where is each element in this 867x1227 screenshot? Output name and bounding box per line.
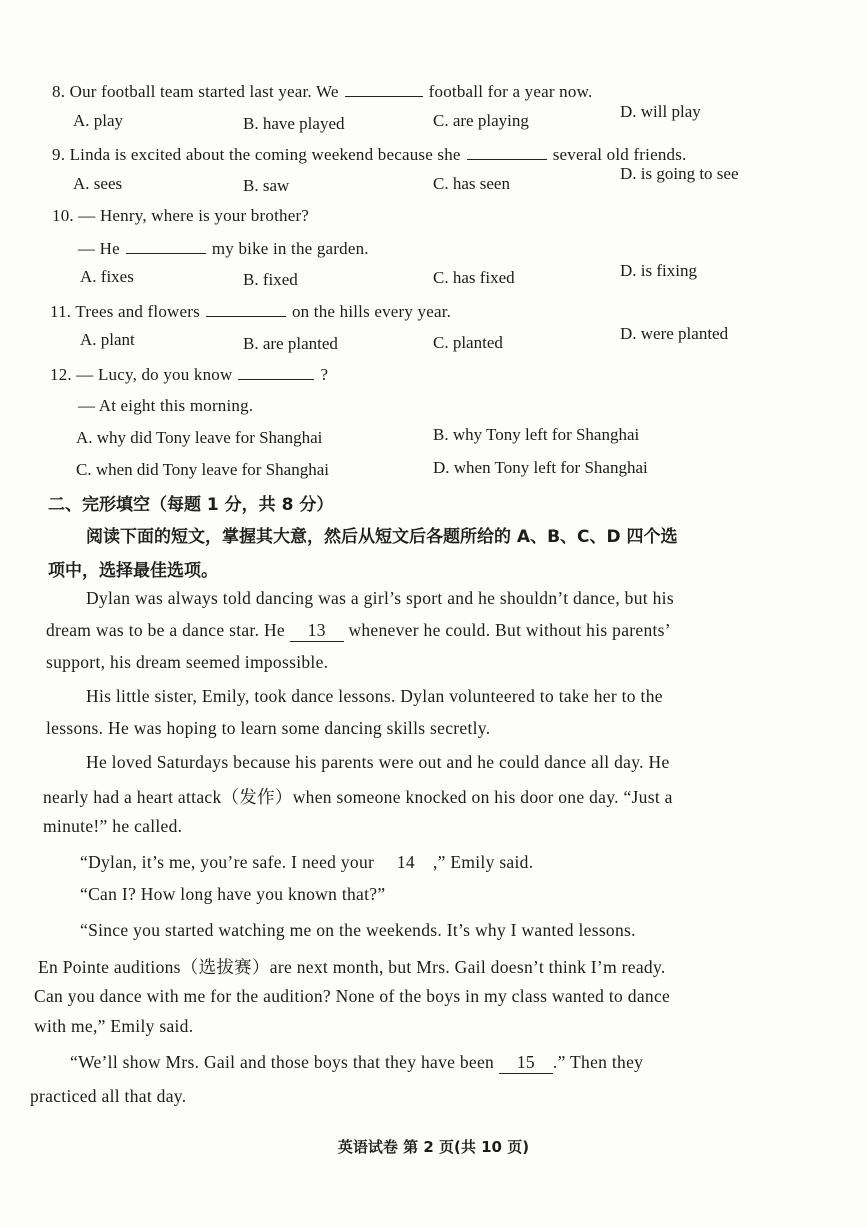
option-c: C. has fixed [433, 268, 515, 287]
question-9 [52, 143, 687, 165]
passage-text: dream was to be a dance star. He [46, 620, 285, 640]
passage-line: He loved Saturdays because his parents were out and he could dance all day. He [86, 752, 670, 772]
option-a: A. sees [73, 174, 123, 193]
passage-line: lessons. He was hoping to learn some dancing skills secretly. [46, 718, 491, 738]
passage-text: “Dylan, it’s me, you’re safe. I need your [80, 852, 375, 872]
question-12-stem-end: ? [320, 365, 329, 384]
option-b: B. have played [243, 114, 345, 133]
answer-blank [467, 143, 547, 160]
option-b: B. are planted [243, 334, 338, 353]
passage-line: nearly had a heart attack（发作）when someone knocked on his door one day. “Just a [43, 787, 673, 807]
question-10-stem-end: my bike in the garden. [211, 239, 369, 258]
option-d: D. were planted [620, 324, 729, 343]
section-instruction-cont: 项中，选择最佳选项。 [48, 561, 218, 581]
option-a: A. fixes [80, 267, 134, 286]
page-footer: 英语试卷 第 2 页(共 10 页) [337, 1138, 530, 1156]
passage-line: with me,” Emily said. [34, 1016, 194, 1036]
option-b: B. fixed [243, 270, 298, 289]
option-a: A. why did Tony leave for Shanghai [76, 428, 323, 447]
passage-text: whenever he could. But without his parents’ [348, 620, 671, 640]
passage-line [46, 620, 671, 642]
option-d: D. when Tony left for Shanghai [433, 458, 648, 477]
passage-line: “Can I? How long have you known that?” [80, 884, 386, 904]
option-d: D. is going to see [620, 164, 739, 183]
cloze-blank-15: 15 [499, 1052, 553, 1074]
question-11-stem: 11. Trees and flowers [50, 302, 200, 321]
option-a: A. plant [80, 330, 135, 349]
passage-line: En Pointe auditions（选拔赛）are next month, but Mrs. Gail doesn’t think I’m ready. [38, 957, 666, 977]
question-9-stem-end: several old friends. [552, 145, 687, 164]
passage-line: Dylan was always told dancing was a girl’s sport and he shouldn’t dance, but his [86, 588, 674, 608]
option-d: D. is fixing [620, 261, 697, 280]
passage-line [80, 852, 533, 873]
question-12-stem: 12. — Lucy, do you know [50, 365, 233, 384]
passage-line: support, his dream seemed impossible. [46, 652, 329, 672]
option-c: C. are playing [433, 111, 529, 130]
passage-line [70, 1052, 643, 1074]
answer-blank [126, 237, 206, 254]
question-8-stem-end: football for a year now. [428, 82, 593, 101]
question-10: 10. — Henry, where is your brother? [52, 206, 310, 225]
option-b: B. why Tony left for Shanghai [433, 425, 640, 444]
question-10-stem: — He [78, 239, 120, 258]
answer-blank [345, 80, 423, 97]
passage-line: His little sister, Emily, took dance lessons. Dylan volunteered to take her to the [86, 686, 663, 706]
question-11-stem-end: on the hills every year. [291, 302, 452, 321]
passage-line: Can you dance with me for the audition? None of the boys in my class wanted to dance [34, 986, 671, 1006]
passage-text: ,” Emily said. [432, 852, 534, 872]
passage-line: minute!” he called. [43, 816, 183, 836]
answer-blank [238, 363, 314, 380]
cloze-blank-13: 13 [290, 620, 344, 642]
option-b: B. saw [243, 176, 290, 195]
question-11 [50, 300, 451, 322]
passage-text: “We’ll show Mrs. Gail and those boys that they have been [70, 1052, 495, 1072]
question-12-reply: — At eight this morning. [78, 396, 254, 415]
option-c: C. planted [433, 333, 503, 352]
option-d: D. will play [620, 102, 701, 121]
cloze-blank-14: 14 [396, 852, 415, 872]
question-8-stem: 8. Our football team started last year. We [52, 82, 339, 101]
question-9-stem: 9. Linda is excited about the coming weekend because she [52, 145, 461, 164]
answer-blank [206, 300, 286, 317]
question-8 [52, 80, 592, 102]
section-title: 二、完形填空（每题 1 分，共 8 分） [48, 495, 334, 515]
passage-line: practiced all that day. [30, 1086, 187, 1106]
option-c: C. when did Tony leave for Shanghai [76, 460, 329, 479]
option-c: C. has seen [433, 174, 510, 193]
question-12 [50, 363, 328, 385]
section-instruction: 阅读下面的短文，掌握其大意，然后从短文后各题所给的 A、B、C、D 四个选 [86, 527, 678, 547]
option-a: A. play [73, 111, 124, 130]
passage-line: “Since you started watching me on the weekends. It’s why I wanted lessons. [80, 920, 636, 940]
passage-text: .” Then they [552, 1052, 644, 1072]
question-10-reply [78, 237, 369, 259]
